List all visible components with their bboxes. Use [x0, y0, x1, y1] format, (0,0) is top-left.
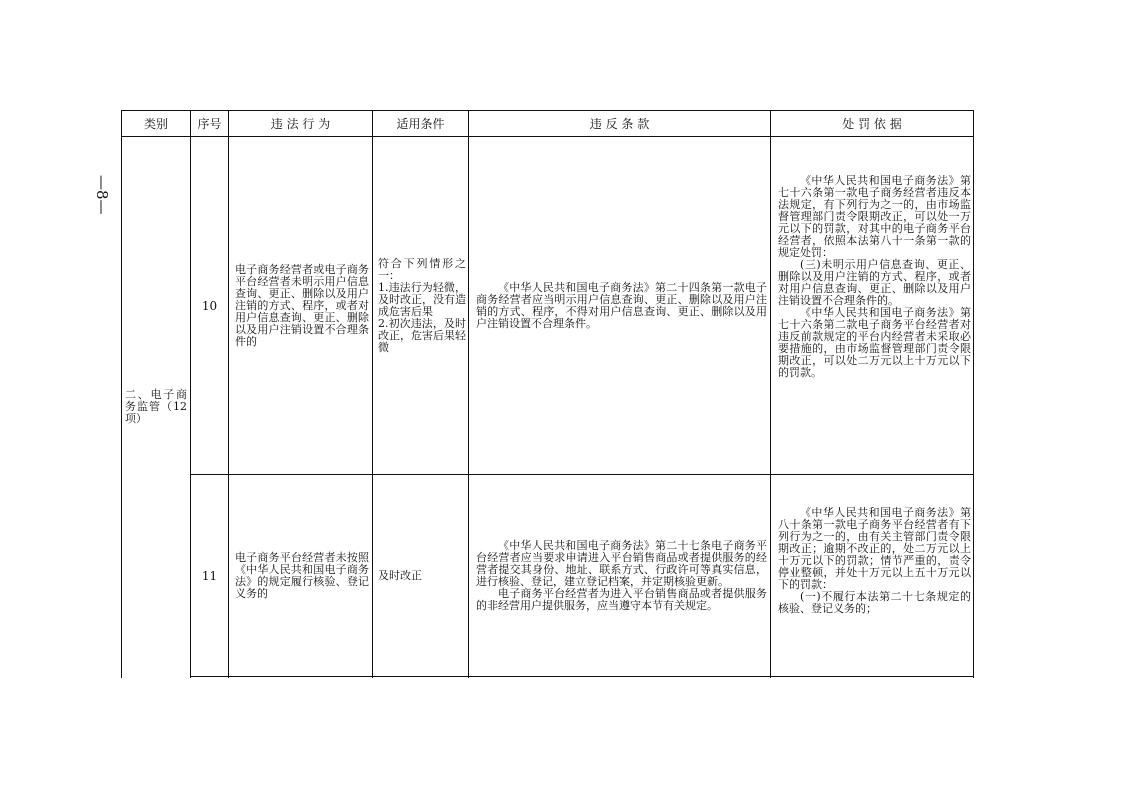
- row-11-violation-paragraph-2: 电子商务平台经营者为进入平台销售商品或者提供服务的非经营用户提供服务，应当遵守本节有关规定。: [476, 586, 767, 612]
- row-11-number: 11: [201, 568, 218, 583]
- row-10-penalty-paragraph-1: 《中华人民共和国电子商务法》第七十六条第一款电子商务经营者违反本法规定，有下列行为之一的，由市场监督管理部门责令限期改正，可以处一万元以下的罚款，对其中的电子商务平台经营者，依照本法第八十一条第一款的规定处罚：: [778, 175, 971, 259]
- row-10-condition-cell: [378, 137, 466, 474]
- row-11-penalty-cell: [778, 507, 971, 673]
- behavior-column-border: [372, 110, 373, 678]
- row-10-condition-list: [378, 258, 466, 354]
- category-cell: [125, 138, 187, 676]
- row-10-penalty-paragraph-2: (三)未明示用户信息查询、更正、删除以及用户注销的方式、程序，或者对用户信息查询、更正、删除以及用户注销设置不合理条件的。: [778, 258, 971, 307]
- penalty-header: 处 罚 依 据: [842, 116, 902, 131]
- row-10-condition-item-2: 2.初次违法，及时改正，危害后果轻微: [378, 316, 466, 354]
- row-10-violation-cell: [476, 137, 767, 474]
- row-11-behavior: 电子商务平台经营者未按照《中华人民共和国电子商务法》的规定履行核验、登记义务的: [235, 550, 369, 600]
- number-header: 序号: [197, 116, 222, 131]
- row-11-violation-text: [476, 540, 767, 612]
- row-11-violation-cell: [476, 475, 767, 676]
- condition-column-border: [468, 110, 469, 678]
- table-left-border: [121, 110, 122, 678]
- row-11-condition-cell: [378, 475, 466, 676]
- row-10-number: 10: [201, 298, 218, 313]
- behavior-header: 违 法 行 为: [270, 116, 331, 131]
- row-10-behavior-cell: [235, 137, 369, 474]
- row-11-penalty-paragraph-1: 《中华人民共和国电子商务法》第八十条第一款电子商务平台经营者有下列行为之一的，由有关主管部门责令限期改正；逾期不改正的，处二万元以上十万元以下的罚款；情节严重的，责令停业整顿，并处十万元以上五十万元以下的罚款：: [778, 507, 971, 591]
- condition-header: 适用条件: [396, 116, 445, 131]
- category-label: 二、电子商务监管（12项）: [125, 388, 187, 425]
- row-10-penalty-paragraph-3: 《中华人民共和国电子商务法》第七十六条第二款电子商务平台经营者对违反前款规定的平台内经营者未采取必要措施的，由市场监督管理部门责令限期改正，可以处二万元以上十万元以下的罚款。: [778, 306, 971, 379]
- table-right-border: [973, 110, 974, 678]
- page-number: —8—: [93, 175, 111, 215]
- category-header: 类别: [143, 116, 168, 131]
- row-10-violation: 《中华人民共和国电子商务法》第二十四条第一款电子商务经营者应当明示用户信息查询、更正、删除以及用户注销的方式、程序，不得对用户信息查询、更正、删除以及用户注销设置不合理条件。: [476, 280, 767, 330]
- number-column-border: [228, 110, 229, 678]
- row-10-condition-title: 符合下列情形之一：: [378, 256, 466, 282]
- row-11-violation-paragraph-1: 《中华人民共和国电子商务法》第二十七条电子商务平台经营者应当要求申请进入平台销售商品或者提供服务的经营者提交其身份、地址、联系方式、行政许可等真实信息，进行核验、登记，建立登记档案，并定期核验更新。: [476, 538, 767, 588]
- table-bottom-border: [190, 676, 974, 677]
- row-10-behavior: 电子商务经营者或电子商务平台经营者未明示用户信息查询、更正、删除以及用户注销的方式、程序，或者对用户信息查询、更正、删除以及用户注销设置不合理条件的: [235, 262, 369, 348]
- row-11-penalty-paragraph-2: (一)不履行本法第二十七条规定的核验、登记义务的；: [778, 590, 971, 615]
- row-10-penalty-cell: [778, 175, 971, 471]
- row-11-condition: 及时改正: [378, 568, 422, 582]
- row-10-condition-item-1: 1.违法行为轻微，及时改正，没有造成危害后果: [378, 280, 466, 318]
- violation-column-border: [770, 110, 771, 678]
- violation-header: 违 反 条 款: [589, 116, 650, 131]
- row-11-behavior-cell: [235, 475, 369, 676]
